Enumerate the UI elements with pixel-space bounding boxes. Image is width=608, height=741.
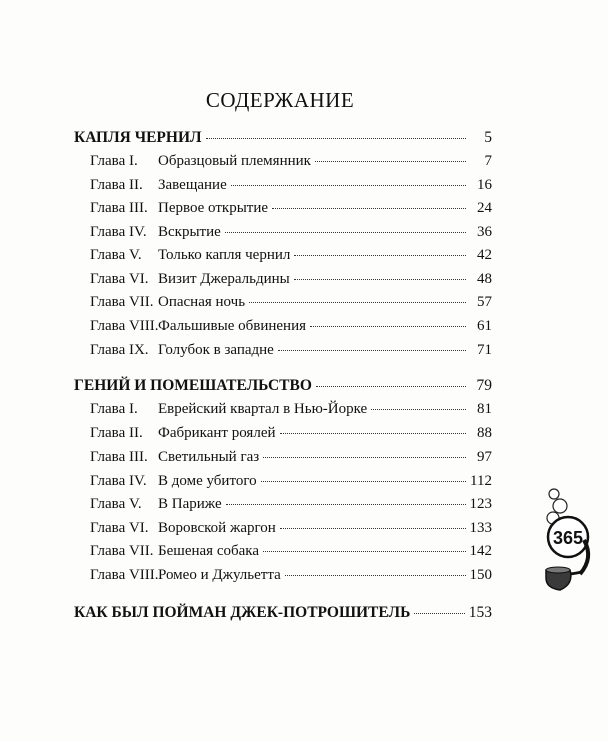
leader-dots [225,231,466,233]
chapter-number: Глава VII. [90,294,154,310]
chapter-title: Фальшивые обвинения [158,318,306,334]
toc-chapter[interactable] [90,316,492,336]
toc-chapter[interactable] [90,151,492,171]
chapter-number: Глава III. [90,200,148,216]
chapter-title: Голубок в западне [158,342,274,358]
page-number: 153 [468,604,492,621]
chapter-number: Глава VIII. [90,318,159,334]
chapter-title: Первое открытие [158,200,269,216]
toc-section[interactable] [74,376,492,396]
leader-dots [272,207,466,209]
chapter-title: В доме убитого [158,473,257,489]
chapter-title: Воровской жаргон [158,520,276,536]
chapter-number: Глава V. [90,496,142,512]
page-number: 36 [477,224,492,240]
section-title: КАПЛЯ ЧЕРНИЛ [74,129,202,146]
chapter-title: Вскрытие [158,224,221,240]
chapter-number: Глава IV. [90,473,147,489]
leader-dots [315,160,466,162]
toc-chapter[interactable] [90,471,492,491]
page-number: 42 [477,247,492,263]
toc-section[interactable] [74,128,492,148]
chapter-title: Еврейский квартал в Нью-Йорке [158,401,368,417]
toc-chapter[interactable] [90,198,492,218]
toc-chapter[interactable] [90,340,492,360]
page-number: 48 [477,271,492,287]
toc-section[interactable] [74,603,492,623]
toc-chapter[interactable] [90,565,492,585]
toc-chapter[interactable] [90,222,492,242]
chapter-number: Глава I. [90,401,138,417]
chapter-number: Глава IV. [90,224,147,240]
toc-chapter[interactable] [90,399,492,419]
chapter-number: Глава I. [90,153,138,169]
page-number: 57 [477,294,492,310]
page-number: 123 [469,496,492,512]
toc-chapter[interactable] [90,518,492,538]
leader-dots [280,527,466,529]
toc-chapter[interactable] [90,423,492,443]
pipe-logo-icon [540,478,600,608]
page-number: 88 [477,425,492,441]
chapter-title: Светильный газ [158,449,260,465]
chapter-number: Глава VII. [90,543,154,559]
leader-dots [316,385,466,387]
page-number: 5 [484,129,492,146]
chapter-number: Глава III. [90,449,148,465]
leader-dots [231,184,466,186]
chapter-number: Глава VI. [90,520,149,536]
leader-dots [278,349,466,351]
chapter-title: Завещание [158,177,227,193]
page-number: 150 [469,567,492,583]
chapter-number: Глава V. [90,247,142,263]
chapter-number: Глава II. [90,425,143,441]
page-number: 97 [477,449,492,465]
badge-number: 365 [552,528,584,548]
page-number: 112 [470,473,492,489]
toc-chapter[interactable] [90,175,492,195]
leader-dots [263,550,466,552]
page-number: 133 [469,520,492,536]
toc-chapter[interactable] [90,494,492,514]
leader-dots [371,408,466,410]
chapter-number: Глава IX. [90,342,149,358]
toc-title: СОДЕРЖАНИЕ [205,88,355,112]
toc-chapter[interactable] [90,245,492,265]
toc-chapter[interactable] [90,447,492,467]
chapter-title: Опасная ночь [158,294,246,310]
page-number: 79 [476,377,492,394]
page-number: 7 [484,153,492,169]
leader-dots [294,254,466,256]
toc-chapter[interactable] [90,269,492,289]
leader-dots [310,325,466,327]
leader-dots [263,456,466,458]
leader-dots [285,574,466,576]
leader-dots [206,137,466,139]
chapter-title: В Париже [158,496,222,512]
toc-chapter[interactable] [90,541,492,561]
chapter-title: Фабрикант роялей [158,425,276,441]
chapter-number: Глава VI. [90,271,149,287]
leader-dots [280,432,466,434]
leader-dots [414,612,464,614]
page-number: 81 [477,401,492,417]
section-title: КАК БЫЛ ПОЙМАН ДЖЕК-ПОТРОШИТЕЛЬ [74,604,411,621]
chapter-title: Ромео и Джульетта [158,567,281,583]
page-number: 61 [477,318,492,334]
page-number: 24 [477,200,492,216]
toc-chapter[interactable] [90,292,492,312]
chapter-title: Только капля чернил [158,247,291,263]
section-title: ГЕНИЙ И ПОМЕШАТЕЛЬСТВО [74,377,312,394]
chapter-title: Визит Джеральдины [158,271,290,287]
page-number: 71 [477,342,492,358]
leader-dots [261,480,466,482]
page-number: 16 [477,177,492,193]
page-number: 142 [469,543,492,559]
chapter-number: Глава VIII. [90,567,159,583]
leader-dots [294,278,466,280]
leader-dots [249,301,466,303]
chapter-title: Образцовый племянник [158,153,311,169]
chapter-title: Бешеная собака [158,543,259,559]
leader-dots [226,503,466,505]
chapter-number: Глава II. [90,177,143,193]
